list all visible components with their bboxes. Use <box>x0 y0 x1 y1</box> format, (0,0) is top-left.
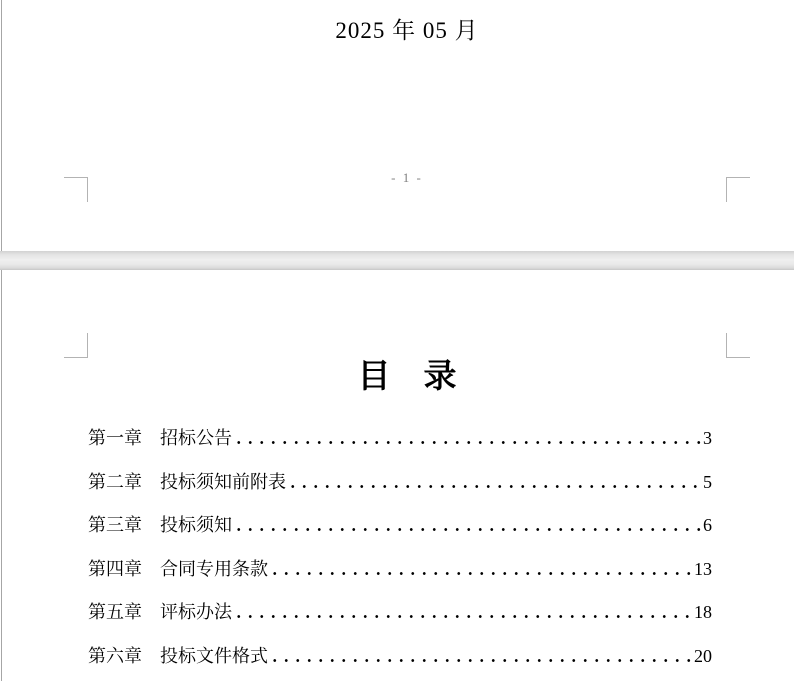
page-1-left-edge <box>1 0 2 251</box>
toc-entry-title: 投标须知前附表 <box>160 471 286 492</box>
toc-entry-title: 评标办法 <box>160 602 232 622</box>
toc-entry-chapter-3[interactable] <box>88 507 712 551</box>
dot-leader <box>233 528 701 531</box>
footer-page-number: - 1 - <box>391 170 423 185</box>
dot-leader <box>233 615 692 618</box>
toc-entry-chapter-1[interactable] <box>88 420 712 464</box>
dot-leader <box>233 441 701 444</box>
cover-date-line: 2025 年 05 月 <box>335 18 479 43</box>
toc-page-number: 3 <box>703 428 712 448</box>
toc-page-number: 18 <box>694 602 712 622</box>
toc-page-number: 6 <box>703 515 712 535</box>
margin-crop-mark-top-left <box>64 333 88 358</box>
page-1 <box>0 0 794 251</box>
toc-chapter-label: 第二章 <box>88 471 142 492</box>
toc-entry-title: 招标公告 <box>160 428 232 448</box>
page-break-gap <box>0 251 794 270</box>
dot-leader <box>287 485 701 488</box>
toc-list <box>88 420 712 681</box>
toc-chapter-label: 第一章 <box>88 428 142 448</box>
toc-entry-title: 合同专用条款 <box>160 558 268 579</box>
dot-leader <box>269 659 692 662</box>
page-2-left-edge <box>1 270 2 681</box>
toc-chapter-label: 第六章 <box>88 645 142 666</box>
toc-chapter-label: 第三章 <box>88 515 142 535</box>
margin-crop-mark-bottom-right <box>726 177 750 202</box>
toc-chapter-label: 第五章 <box>88 602 142 622</box>
dot-leader <box>269 572 692 575</box>
toc-page-number: 5 <box>703 471 712 492</box>
toc-entry-title: 投标须知 <box>160 515 232 535</box>
toc-page-number: 20 <box>694 645 712 666</box>
margin-crop-mark-top-right <box>726 333 750 358</box>
toc-heading: 目 录 <box>357 359 457 395</box>
toc-entry-chapter-5[interactable] <box>88 594 712 638</box>
toc-entry-chapter-6[interactable] <box>88 638 712 681</box>
toc-entry-title: 投标文件格式 <box>160 645 268 666</box>
toc-entry-chapter-2[interactable] <box>88 464 712 508</box>
toc-chapter-label: 第四章 <box>88 558 142 579</box>
toc-entry-chapter-4[interactable] <box>88 551 712 595</box>
toc-page-number: 13 <box>694 558 712 579</box>
margin-crop-mark-bottom-left <box>64 177 88 202</box>
